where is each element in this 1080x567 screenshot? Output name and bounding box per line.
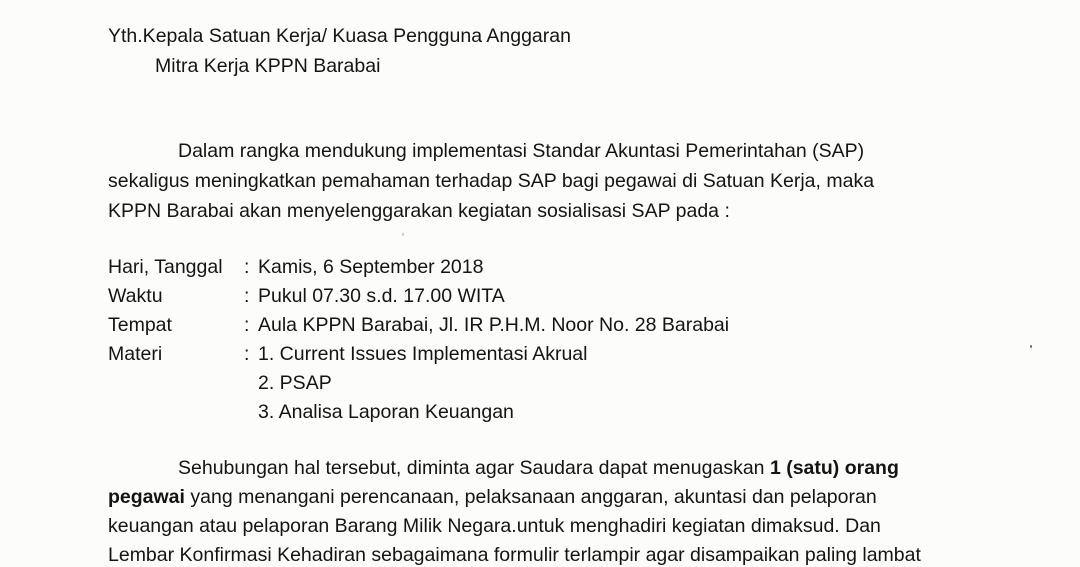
place-label: Tempat bbox=[108, 314, 172, 336]
paragraph-1-line-1 bbox=[178, 139, 1006, 163]
place-colon: : bbox=[244, 314, 250, 336]
time-colon: : bbox=[244, 285, 250, 307]
paragraph-2-line-2 bbox=[108, 485, 1006, 509]
scan-speck bbox=[402, 233, 404, 236]
addressee-line-2: Mitra Kerja KPPN Barabai bbox=[155, 55, 381, 77]
scan-speck bbox=[1030, 345, 1032, 348]
time-value: Pukul 07.30 s.d. 17.00 WITA bbox=[258, 285, 505, 307]
time-label: Waktu bbox=[108, 285, 163, 307]
paragraph-2-line-3 bbox=[108, 514, 1006, 538]
paragraph-2-line-4-text: Lembar Konfirmasi Kehadiran sebagaimana formulir terlampir agar disampaikan paling lambat bbox=[108, 544, 921, 566]
day-colon: : bbox=[244, 256, 250, 278]
place-value: Aula KPPN Barabai, Jl. IR P.H.M. Noor No. 28 Barabai bbox=[258, 314, 730, 336]
paragraph-1-line-2-text: sekaligus meningkatkan pemahaman terhadap SAP bagi pegawai di Satuan Kerja, maka bbox=[108, 170, 875, 192]
paragraph-1-line-3: KPPN Barabai akan menyelenggarakan kegiatan sosialisasi SAP pada : bbox=[108, 200, 730, 222]
day-label: Hari, Tanggal bbox=[108, 256, 223, 278]
paragraph-2-line-1-text: Sehubungan hal tersebut, diminta agar Saudara dapat menugaskan bbox=[178, 457, 765, 479]
paragraph-1-line-1-text: Dalam rangka mendukung implementasi Standar Akuntasi Pemerintahan (SAP) bbox=[178, 140, 865, 162]
material-item-3: 3. Analisa Laporan Keuangan bbox=[258, 401, 514, 423]
material-label: Materi bbox=[108, 343, 163, 365]
paragraph-2-line-3-text: keuangan atau pelaporan Barang Milik Negara.untuk menghadiri kegiatan dimaksud. Dan bbox=[108, 515, 881, 537]
paragraph-1-line-2 bbox=[108, 169, 1006, 193]
paragraph-2-line-2-bold: pegawai bbox=[108, 486, 185, 508]
paragraph-2-line-4 bbox=[108, 543, 1006, 567]
paragraph-2-line-2-text: yang menangani perencanaan, pelaksanaan anggaran, akuntasi dan pelaporan bbox=[190, 486, 877, 508]
paragraph-2-line-1 bbox=[178, 456, 1006, 480]
material-item-2: 2. PSAP bbox=[258, 372, 332, 394]
addressee-line-1: Yth.Kepala Satuan Kerja/ Kuasa Pengguna Anggaran bbox=[108, 25, 571, 47]
material-item-1: 1. Current Issues Implementasi Akrual bbox=[258, 343, 588, 365]
paragraph-2-line-1-bold: 1 (satu) orang bbox=[769, 457, 899, 479]
material-colon: : bbox=[244, 343, 250, 365]
day-value: Kamis, 6 September 2018 bbox=[258, 256, 484, 278]
